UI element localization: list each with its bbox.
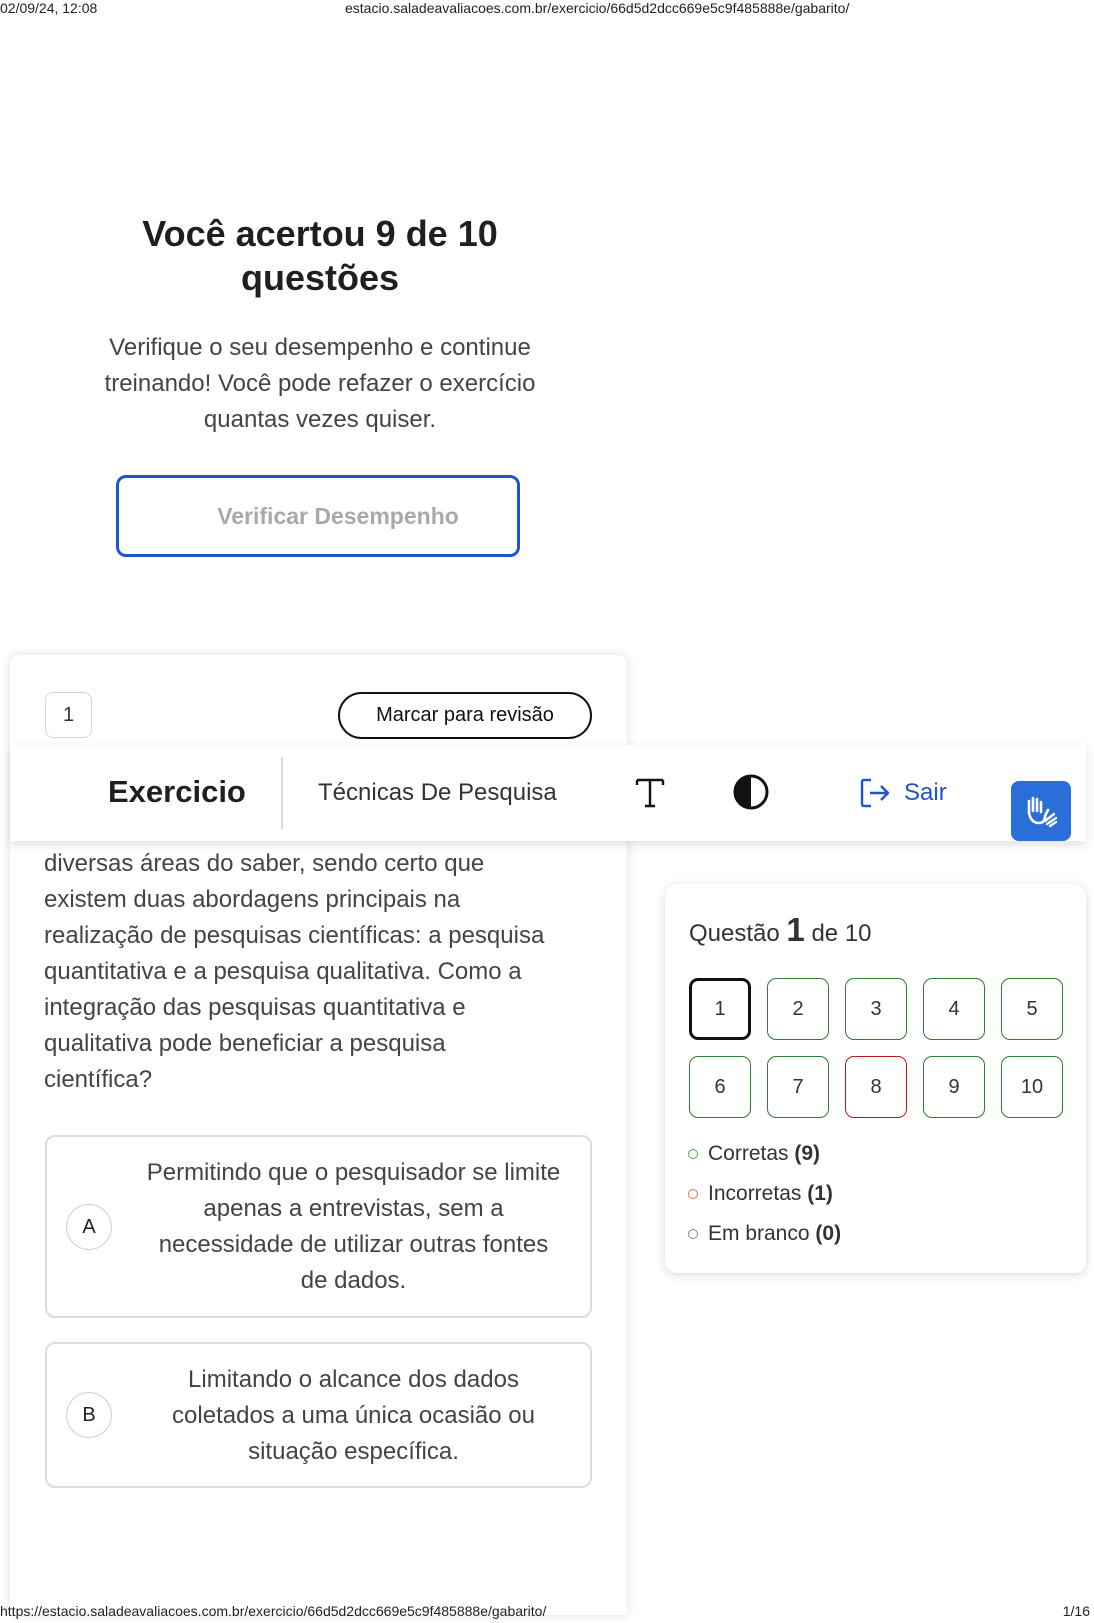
result-subtitle-line: quantas vezes quiser. bbox=[203, 406, 437, 433]
text-size-icon[interactable] bbox=[632, 774, 668, 810]
status-suffix: de 10 bbox=[811, 920, 872, 947]
legend-blank bbox=[688, 1222, 841, 1246]
question-text-line: científica? bbox=[44, 1066, 153, 1093]
result-subtitle-line: treinando! Você pode refazer o exercício bbox=[104, 370, 536, 397]
legend-count: (0) bbox=[815, 1222, 842, 1245]
question-text bbox=[44, 846, 589, 1098]
legend-incorrect bbox=[688, 1182, 833, 1206]
option-text-line: de dados. bbox=[300, 1267, 407, 1294]
question-nav-button[interactable]: 4 bbox=[923, 978, 985, 1040]
option-b[interactable] bbox=[45, 1342, 592, 1488]
question-nav-button[interactable]: 3 bbox=[845, 978, 907, 1040]
status-prefix: Questão bbox=[689, 920, 780, 947]
verify-performance-button[interactable]: Verificar Desempenho bbox=[116, 475, 520, 557]
exit-button[interactable] bbox=[858, 774, 947, 812]
exit-label: Sair bbox=[904, 779, 947, 806]
result-title-line: Você acertou 9 de 10 bbox=[142, 213, 498, 254]
print-url: estacio.saladeavaliacoes.com.br/exercicio/66d5d2dcc669e5c9f485888e/gabarito/ bbox=[345, 0, 850, 16]
question-text-line: diversas áreas do saber, sendo certo que bbox=[44, 850, 485, 877]
question-nav-button[interactable]: 10 bbox=[1001, 1056, 1063, 1118]
option-text-line: necessidade de utilizar outras fontes bbox=[158, 1231, 549, 1258]
question-text-line: qualitativa pode beneficiar a pesquisa bbox=[44, 1030, 446, 1057]
print-header bbox=[0, 0, 1094, 20]
contrast-icon[interactable] bbox=[732, 773, 770, 811]
mark-for-review-button[interactable]: Marcar para revisão bbox=[338, 692, 592, 739]
navbar-subtitle: Técnicas De Pesquisa bbox=[318, 779, 557, 806]
logout-icon bbox=[858, 776, 892, 810]
incorrect-dot-icon bbox=[688, 1189, 698, 1199]
question-text-line: realização de pesquisas científicas: a pesquisa bbox=[44, 922, 545, 949]
legend-correct bbox=[688, 1142, 820, 1166]
print-datetime: 02/09/24, 12:08 bbox=[0, 0, 98, 16]
navbar-title: Exercicio bbox=[108, 774, 246, 809]
option-text bbox=[127, 1362, 580, 1470]
option-text-line: apenas a entrevistas, sem a bbox=[203, 1195, 504, 1222]
legend-label: Corretas bbox=[708, 1142, 789, 1165]
blank-dot-icon bbox=[688, 1229, 698, 1239]
result-title bbox=[80, 212, 560, 300]
option-text-line: situação específica. bbox=[248, 1438, 459, 1465]
status-header bbox=[689, 910, 872, 954]
question-nav-button[interactable]: 6 bbox=[689, 1056, 751, 1118]
navbar-divider bbox=[281, 757, 283, 829]
sign-language-icon[interactable] bbox=[1011, 781, 1071, 841]
result-subtitle bbox=[80, 330, 560, 438]
question-text-line: quantitativa e a pesquisa qualitativa. Como a bbox=[44, 958, 522, 985]
option-text-line: Permitindo que o pesquisador se limite bbox=[146, 1159, 561, 1186]
question-text-line: integração das pesquisas quantitativa e bbox=[44, 994, 466, 1021]
question-nav-button[interactable]: 2 bbox=[767, 978, 829, 1040]
question-nav-button[interactable]: 5 bbox=[1001, 978, 1063, 1040]
print-footer-url: https://estacio.saladeavaliacoes.com.br/exercicio/66d5d2dcc669e5c9f485888e/gabarito/ bbox=[0, 1603, 547, 1619]
correct-dot-icon bbox=[688, 1149, 698, 1159]
legend-label: Incorretas bbox=[708, 1182, 802, 1205]
legend-count: (9) bbox=[794, 1142, 821, 1165]
option-letter: A bbox=[66, 1204, 112, 1250]
question-nav-button[interactable]: 8 bbox=[845, 1056, 907, 1118]
question-nav-button[interactable]: 7 bbox=[767, 1056, 829, 1118]
option-letter: B bbox=[66, 1392, 112, 1438]
legend-label: Em branco bbox=[708, 1222, 810, 1245]
question-number: 1 bbox=[45, 692, 92, 738]
question-nav-button[interactable]: 1 bbox=[689, 978, 751, 1040]
result-title-line: questões bbox=[240, 257, 400, 298]
legend-count: (1) bbox=[807, 1182, 833, 1205]
print-page-number: 1/16 bbox=[1062, 1603, 1090, 1619]
result-subtitle-line: Verifique o seu desempenho e continue bbox=[109, 334, 531, 361]
option-a[interactable] bbox=[45, 1135, 592, 1318]
status-current: 1 bbox=[786, 911, 805, 948]
option-text-line: Limitando o alcance dos dados bbox=[188, 1366, 519, 1393]
option-text bbox=[127, 1155, 580, 1299]
print-footer bbox=[0, 1603, 1094, 1623]
question-text-line: existem duas abordagens principais na bbox=[44, 886, 461, 913]
question-nav-button[interactable]: 9 bbox=[923, 1056, 985, 1118]
option-text-line: coletados a uma única ocasião ou bbox=[172, 1402, 535, 1429]
